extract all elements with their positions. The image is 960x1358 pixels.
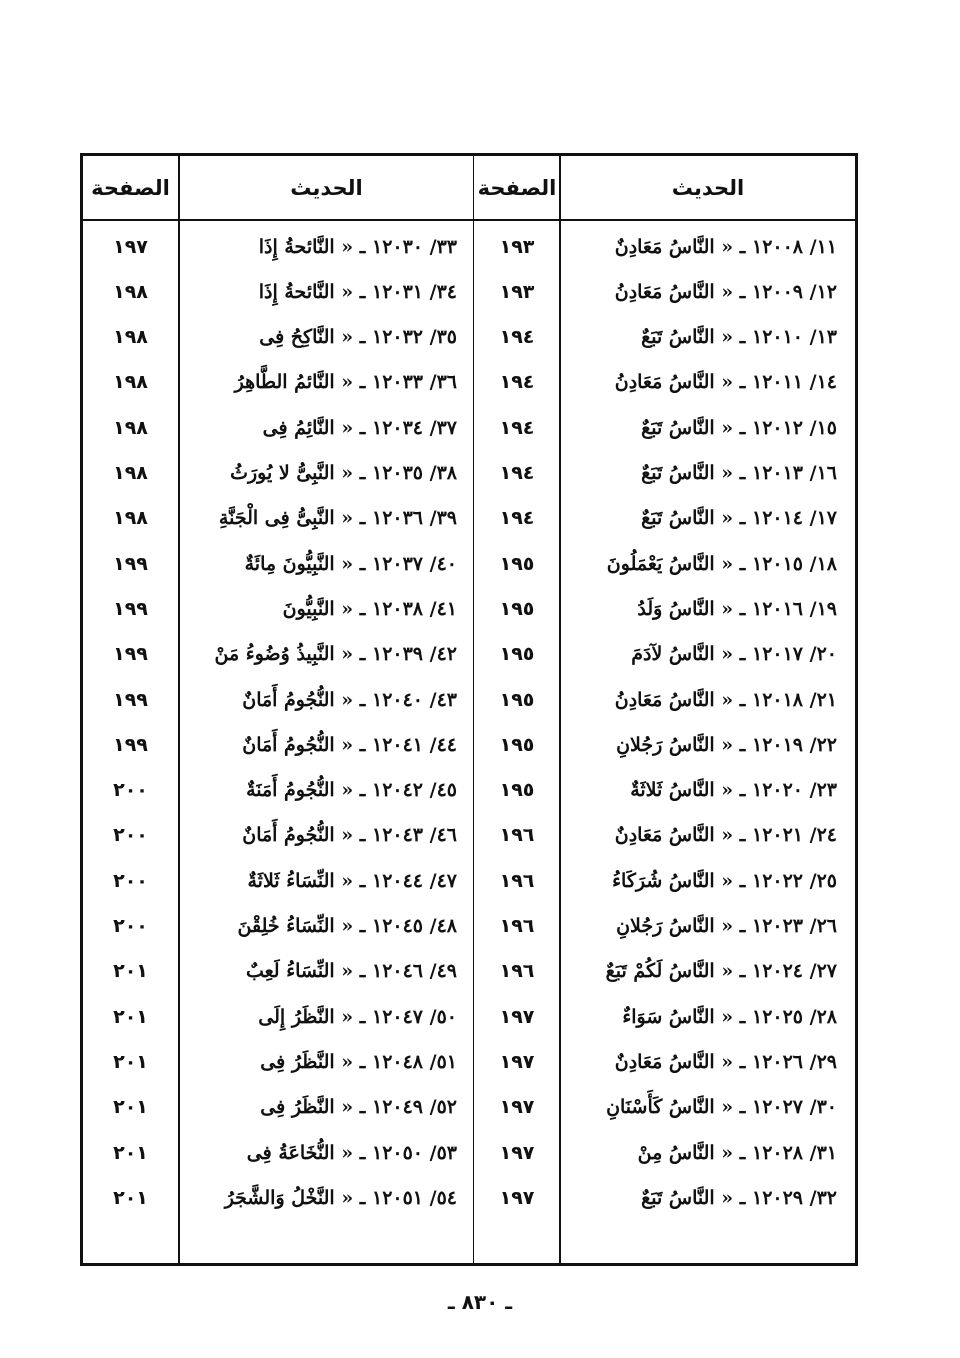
page-reference: ٢٠١ [113, 1005, 148, 1028]
index-entry [575, 858, 837, 903]
page-reference: ١٩٤ [499, 507, 535, 530]
hadith-entry-text: ٢٤/ ١٢٠٢١ ـ « النَّاسُ مَعَادِنٌ [614, 824, 837, 847]
hadith-entry-text: ٣٤/ ١٢٠٣١ ـ « النَّائحةُ إِذَا [258, 280, 457, 303]
index-entry [575, 1039, 837, 1084]
hadith-entry-text: ٣٢/ ١٢٠٢٩ ـ « النَّاسُ تَبَعٌ [641, 1186, 837, 1209]
index-entry [575, 586, 837, 631]
index-entry [175, 1175, 457, 1220]
hadith-entry-text: ٣٧/ ١٢٠٣٤ ـ « النَّائِمُ فِى [262, 416, 457, 439]
index-entry [575, 904, 837, 949]
index-entry [175, 632, 457, 677]
hadith-entry-text: ٢٠/ ١٢٠١٧ ـ « النَّاسُ لآدَمَ [631, 643, 837, 666]
page-reference: ١٩٦ [499, 869, 535, 892]
hadith-entry-text: ١٤/ ١٢٠١١ ـ « النَّاسُ مَعَادِنُ [614, 371, 837, 394]
hadith-entry-text: ٥١/ ١٢٠٤٨ ـ « النَّظَرُ فِى [260, 1050, 457, 1073]
page-reference: ١٩٥ [499, 733, 535, 756]
index-entry [575, 1085, 837, 1130]
header-hadith-left: الحديث [290, 175, 363, 200]
index-entry [175, 315, 457, 360]
page-reference: ١٩٥ [499, 688, 535, 711]
index-entry [175, 451, 457, 496]
hadith-entry-text: ٣٣/ ١٢٠٣٠ ـ « النَّائحةُ إِذَا [258, 235, 457, 258]
page-reference: ٢٠٠ [113, 869, 148, 892]
page-reference: ١٩٥ [499, 779, 535, 802]
page-reference: ١٩٩ [113, 597, 148, 620]
index-entry [575, 405, 837, 450]
page-reference: ١٩٦ [499, 824, 535, 847]
hadith-entry-text: ١٧/ ١٢٠١٤ ـ « النَّاسُ تَبَعٌ [641, 507, 837, 530]
header-page-left: الصفحة [91, 175, 170, 200]
index-entry [575, 541, 837, 586]
hadith-entry-text: ١٨/ ١٢٠١٥ ـ « النَّاسُ يَعْمَلُونَ [606, 552, 837, 575]
hadith-entry-text: ٥٠/ ١٢٠٤٧ ـ « النَّظَرُ إِلَى [258, 1005, 457, 1028]
page-reference: ١٩٥ [499, 597, 535, 620]
page-reference: ١٩٧ [499, 1005, 535, 1028]
index-entry [175, 1085, 457, 1130]
index-entry [175, 269, 457, 314]
page-reference: ١٩٧ [499, 1050, 535, 1073]
hadith-entry-text: ٣٦/ ١٢٠٣٣ ـ « النَّائمُ الطَّاهِرُ [234, 371, 457, 394]
page-reference: ١٩٧ [499, 1141, 535, 1164]
page-reference: ١٩٧ [113, 235, 148, 258]
index-entry [175, 541, 457, 586]
page-reference: ٢٠٠ [113, 824, 148, 847]
hadith-entry-text: ٥٢/ ١٢٠٤٩ ـ « النَّظَرُ فِى [260, 1096, 457, 1119]
hadith-entry-text: ٢١/ ١٢٠١٨ ـ « النَّاسُ مَعَادِنُ [614, 688, 837, 711]
hadith-entry-text: ١٥/ ١٢٠١٢ ـ « النَّاسُ تَبَعٌ [641, 416, 837, 439]
page-reference: ١٩٩ [113, 688, 148, 711]
header-divider [83, 219, 855, 221]
index-entry [575, 677, 837, 722]
page-number: ـ ٨٣٠ ـ [447, 1290, 513, 1314]
hadith-entry-text: ١١/ ١٢٠٠٨ ـ « النَّاسُ مَعَادِنٌ [614, 235, 837, 258]
index-entry [575, 224, 837, 269]
index-entry [175, 360, 457, 405]
hadith-entry-text: ٢٥/ ١٢٠٢٢ ـ « النَّاسُ شُرَكَاءُ [612, 869, 837, 892]
hadith-entry-text: ١٦/ ١٢٠١٣ ـ « النَّاسُ تَبَعٌ [641, 462, 837, 484]
hadith-entry-text: ١٣/ ١٢٠١٠ ـ « النَّاسُ تَبَعٌ [641, 326, 837, 349]
column-divider [473, 156, 474, 1263]
index-entry [175, 496, 457, 541]
index-entry [575, 360, 837, 405]
hadith-entry-text: ٤٣/ ١٢٠٤٠ ـ « النُّجُومُ أَمَانٌ [242, 688, 457, 711]
index-entry [575, 1130, 837, 1175]
page-reference: ١٩٤ [499, 371, 535, 394]
index-entry [575, 496, 837, 541]
page-reference: ٢٠٠ [113, 915, 148, 937]
page-reference: ١٩٧ [499, 1096, 535, 1119]
index-entry [175, 586, 457, 631]
page-reference: ١٩٤ [499, 326, 535, 349]
page-reference: ١٩٨ [113, 326, 148, 349]
hadith-entry-text: ٣٠/ ١٢٠٢٧ ـ « النَّاسُ كَأَسْنَانِ [606, 1096, 837, 1119]
index-entry [175, 722, 457, 767]
index-entry [575, 451, 837, 496]
page-reference: ١٩٩ [113, 552, 148, 575]
page-reference: ١٩٩ [113, 733, 148, 756]
page-reference: ١٩٥ [499, 643, 535, 666]
index-entry [575, 315, 837, 360]
hadith-entry-text: ٤٢/ ١٢٠٣٩ ـ « النَّبِيذُ وُضُوءُ مَنْ [214, 643, 457, 666]
index-entry [175, 677, 457, 722]
page-reference: ٢٠١ [113, 1186, 148, 1209]
hadith-entry-text: ٤٠/ ١٢٠٣٧ ـ « النَّبِيُّونَ مِائَةٌ [244, 552, 457, 575]
hadith-entry-text: ٥٣/ ١٢٠٥٠ ـ « النُّخَاعَةُ فِى [246, 1141, 457, 1164]
index-entry [575, 722, 837, 767]
hadith-entry-text: ٤٥/ ١٢٠٤٢ ـ « النُّجُومُ أَمَنَةٌ [246, 779, 457, 802]
page-reference: ١٩٩ [113, 643, 148, 666]
page-reference: ١٩٤ [499, 416, 535, 439]
hadith-entry-text: ٣٨/ ١٢٠٣٥ ـ « النَّبِىُّ لا يُورَثُ [230, 462, 457, 484]
index-entry [175, 813, 457, 858]
header-hadith-right: الحديث [671, 175, 745, 200]
index-entry [575, 994, 837, 1039]
hadith-entry-text: ٤٩/ ١٢٠٤٦ ـ « النِّسَاءُ لَعِبٌ [245, 960, 457, 983]
hadith-entry-text: ٢٨/ ١٢٠٢٥ ـ « النَّاسُ سَوَاءٌ [622, 1005, 837, 1028]
hadith-entry-text: ٥٤/ ١٢٠٥١ ـ « النَّخْلُ وَالشَّجَرُ [224, 1186, 457, 1209]
hadith-index-table [80, 153, 858, 1266]
page-reference: ١٩٦ [499, 915, 535, 937]
index-entry [575, 813, 837, 858]
index-entry [175, 405, 457, 450]
page-reference: ١٩٨ [113, 462, 148, 484]
index-entry [175, 994, 457, 1039]
index-entry [175, 949, 457, 994]
hadith-entry-text: ٢٩/ ١٢٠٢٦ ـ « النَّاسُ مَعَادِنٌ [614, 1050, 837, 1073]
page-reference: ١٩٣ [499, 280, 535, 303]
index-entry [175, 224, 457, 269]
header-page-right: الصفحة [477, 175, 557, 200]
page-reference: ٢٠٠ [113, 779, 148, 802]
hadith-entry-text: ٢٢/ ١٢٠١٩ ـ « النَّاسُ رَجُلانِ [616, 733, 837, 756]
page-reference: ٢٠١ [113, 1141, 148, 1164]
hadith-entry-text: ٤٤/ ١٢٠٤١ ـ « النُّجُومُ أَمَانٌ [242, 733, 457, 756]
hadith-entry-text: ٢٦/ ١٢٠٢٣ ـ « النَّاسُ رَجُلانِ [616, 915, 837, 937]
hadith-entry-text: ٢٧/ ١٢٠٢٤ ـ « النَّاسُ لَكُمْ تَبَعٌ [605, 960, 837, 983]
page-reference: ١٩٤ [499, 462, 535, 484]
page-reference: ١٩٧ [499, 1186, 535, 1209]
page-reference: ١٩٣ [499, 235, 535, 258]
index-entry [575, 632, 837, 677]
index-entry [175, 1130, 457, 1175]
index-entry [175, 904, 457, 949]
hadith-entry-text: ٣٩/ ١٢٠٣٦ ـ « النَّبِىُّ فِى الْجَنَّةِ [218, 507, 457, 530]
page-reference: ١٩٦ [499, 960, 535, 983]
index-entry [575, 768, 837, 813]
hadith-entry-text: ٣٥/ ١٢٠٣٢ ـ « النَّاكِحُ فِى [259, 326, 457, 349]
hadith-entry-text: ٣١/ ١٢٠٢٨ ـ « النَّاسُ مِنْ [637, 1141, 837, 1164]
index-entry [175, 768, 457, 813]
hadith-entry-text: ٤١/ ١٢٠٣٨ ـ « النَّبِيُّونَ [282, 597, 457, 620]
page-reference: ٢٠١ [113, 1050, 148, 1073]
page-reference: ٢٠١ [113, 960, 148, 983]
hadith-entry-text: ٤٨/ ١٢٠٤٥ ـ « النِّسَاءُ خُلِقْنَ [237, 915, 457, 937]
page-reference: ١٩٨ [113, 371, 148, 394]
page-reference: ١٩٥ [499, 552, 535, 575]
hadith-entry-text: ١٢/ ١٢٠٠٩ ـ « النَّاسُ مَعَادِنُ [614, 280, 837, 303]
index-entry [575, 1175, 837, 1220]
hadith-entry-text: ٤٦/ ١٢٠٤٣ ـ « النُّجُومُ أَمَانٌ [242, 824, 457, 847]
hadith-entry-text: ١٩/ ١٢٠١٦ ـ « النَّاسُ وَلَدُ [637, 597, 837, 620]
column-divider [559, 156, 561, 1263]
page-reference: ١٩٨ [113, 280, 148, 303]
page-reference: ٢٠١ [113, 1096, 148, 1119]
index-entry [575, 269, 837, 314]
page-reference: ١٩٨ [113, 416, 148, 439]
index-entry [175, 858, 457, 903]
index-entry [175, 1039, 457, 1084]
page-reference: ١٩٨ [113, 507, 148, 530]
hadith-entry-text: ٤٧/ ١٢٠٤٤ ـ « النِّسَاءُ ثَلاثَةٌ [247, 869, 457, 892]
hadith-entry-text: ٢٣/ ١٢٠٢٠ ـ « النَّاسُ ثَلاثَةٌ [630, 779, 837, 802]
index-entry [575, 949, 837, 994]
